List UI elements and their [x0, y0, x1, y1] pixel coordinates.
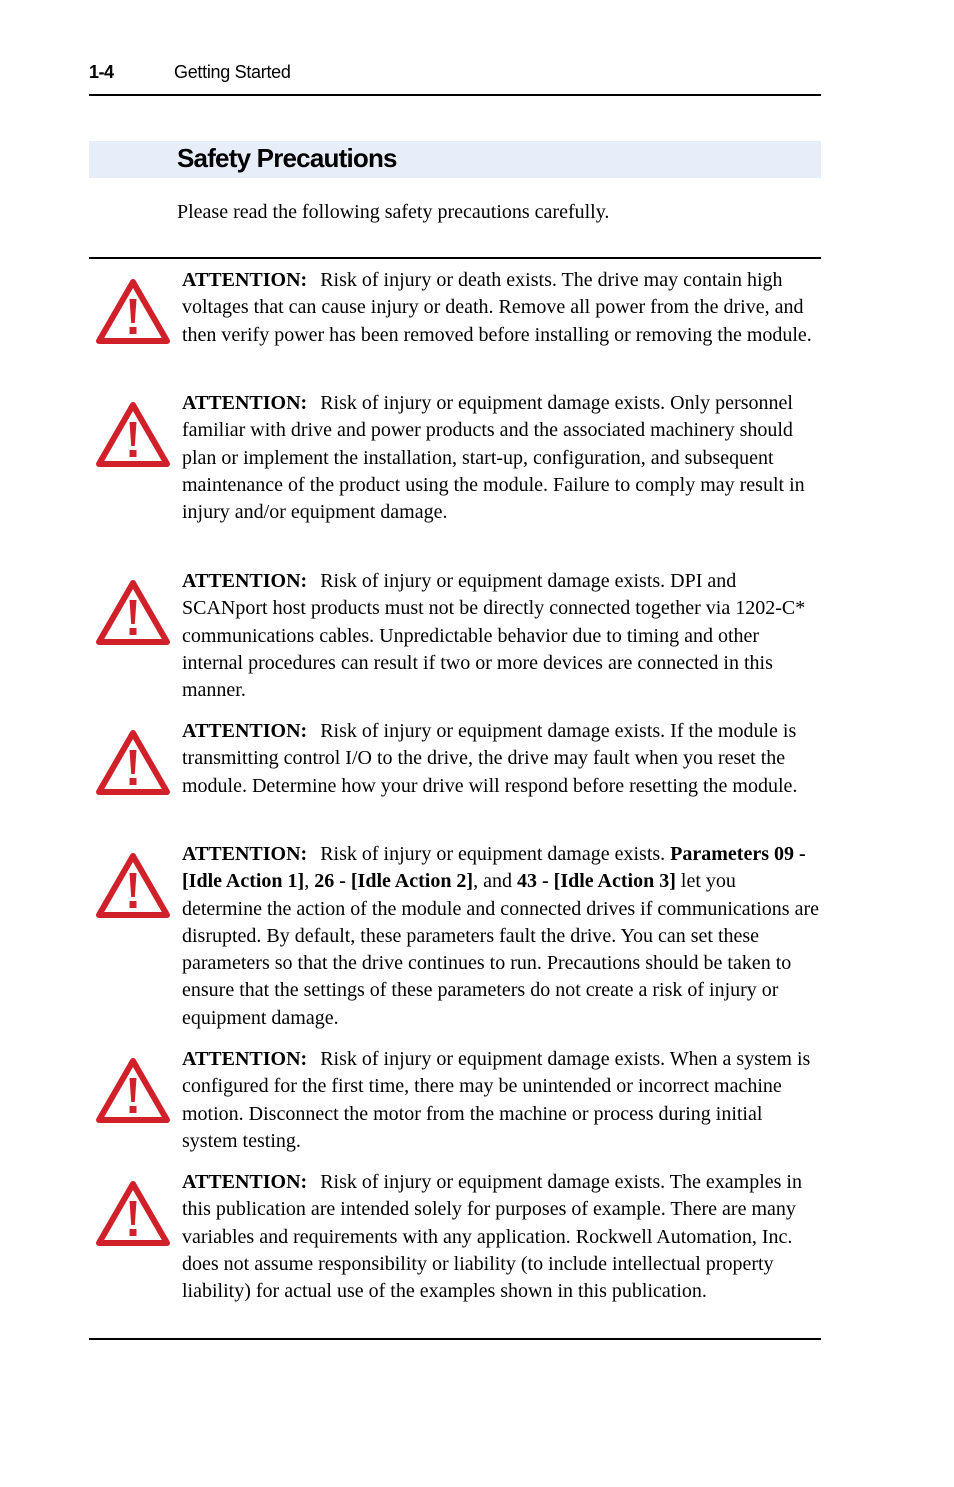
- parameter-ref: 43 - [Idle Action 3]: [517, 870, 676, 893]
- warning-body: Risk of injury or equipment damage exists. The examples in this publication are intended solely for purposes of example. There are many variables and requirements with any application. Rockwell Automation, Inc. does not assume responsibility or liability (to include intellectual property liability) for actual use of the examples shown in this publication.: [182, 1171, 802, 1303]
- parameter-ref: 26 - [Idle Action 2]: [314, 870, 474, 893]
- page-header: [89, 60, 821, 96]
- section-title: Safety Precautions: [177, 143, 397, 173]
- warning-separator: ,: [304, 870, 315, 893]
- warning-triangle-icon: [96, 279, 170, 345]
- attention-label: ATTENTION:: [182, 843, 308, 865]
- warning-text: [182, 1046, 820, 1155]
- attention-label: ATTENTION:: [182, 1171, 308, 1193]
- warning-body: Risk of injury or equipment damage exists. DPI and SCANport host products must not be directly connected together via 1202-C* communications cables. Unpredictable behavior due to timing and other internal procedures can result if two or more devices are connected in this manner.: [182, 570, 806, 702]
- warning-separator: , and: [473, 870, 517, 893]
- attention-label: ATTENTION:: [182, 269, 308, 291]
- warning-body-rest: let you determine the action of the module and connected drives if communications are disrupted. By default, these parameters fault the drive. You can set these parameters so that the drive continues to run. Precautions should be taken to ensure that the settings of these parameters do not create a risk of injury or equipment damage.: [182, 870, 819, 1029]
- warning-text: [182, 841, 820, 1032]
- warning-text: [182, 568, 820, 704]
- attention-label: ATTENTION:: [182, 570, 308, 592]
- parameter-ref: Parameters 09 - [Idle Action 1]: [182, 843, 806, 893]
- attention-label: ATTENTION:: [182, 392, 308, 414]
- page-number: 1-4: [89, 62, 114, 82]
- attention-label: ATTENTION:: [182, 720, 308, 742]
- attention-label: ATTENTION:: [182, 1048, 308, 1070]
- warning-body: Risk of injury or equipment damage exists. If the module is transmitting control I/O to the drive, the drive may fault when you reset the module. Determine how your drive will respond before resetting the module.: [182, 720, 798, 797]
- warning-triangle-icon: [96, 730, 170, 796]
- section-heading-bar: [89, 141, 821, 178]
- warning-text: [182, 390, 820, 526]
- warning-body: Risk of injury or equipment damage exists. Only personnel familiar with drive and power products and the associated machinery should plan or implement the installation, start-up, configuration, and subsequent maintenance of the product using the module. Failure to comply may result in injury and/or equipment damage.: [182, 392, 805, 524]
- warning-body-lead: Risk of injury or equipment damage exists.: [320, 843, 666, 865]
- warning-text: [182, 267, 820, 349]
- intro-paragraph: Please read the following safety precautions carefully.: [177, 201, 610, 223]
- bottom-divider: [89, 1338, 821, 1340]
- warning-text: [182, 718, 820, 800]
- warning-triangle-icon: [96, 402, 170, 468]
- warning-triangle-icon: [96, 853, 170, 919]
- warning-triangle-icon: [96, 1058, 170, 1124]
- warning-triangle-icon: [96, 1181, 170, 1247]
- chapter-title: Getting Started: [174, 62, 291, 82]
- top-divider: [89, 257, 821, 259]
- warning-triangle-icon: [96, 580, 170, 646]
- warning-body: Risk of injury or death exists. The drive may contain high voltages that can cause injury or death. Remove all power from the drive, and then verify power has been removed before installing or removing the module.: [182, 269, 812, 346]
- warning-text: [182, 1169, 820, 1305]
- warning-body: Risk of injury or equipment damage exists. When a system is configured for the first time, there may be unintended or incorrect machine motion. Disconnect the motor from the machine or process during initial system testing.: [182, 1048, 811, 1152]
